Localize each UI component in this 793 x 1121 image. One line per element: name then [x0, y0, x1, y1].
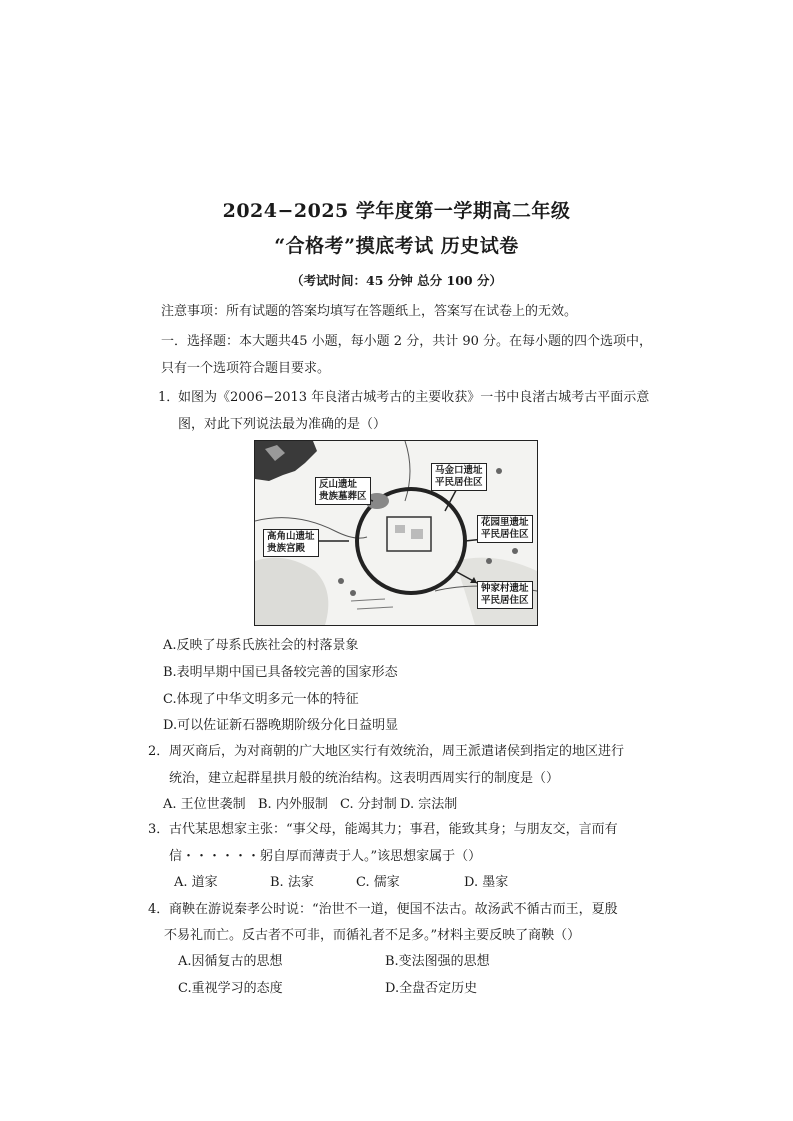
site-dot-2	[350, 590, 356, 596]
q2-stem-line1: 周灭商后，为对商朝的广大地区实行有效统治，周王派遣诸侯到指定的地区进行	[169, 744, 625, 759]
map-label-zhongjiacun	[477, 581, 533, 609]
exam-info: （考试时间：45 分钟 总分 100 分）	[291, 273, 502, 288]
q2-option-a: A. 王位世袭制	[163, 797, 246, 812]
q2-stem-line2: 统治，建立起群星拱月般的统治结构。这表明西周实行的制度是（）	[169, 771, 560, 786]
q3-option-a: A. 道家	[174, 875, 218, 890]
map-label-huayuanli	[477, 515, 533, 543]
q3-option-d: D. 墨家	[464, 875, 509, 890]
q1-option-c: C.体现了中华文明多元一体的特征	[163, 692, 359, 707]
q2-option-c: C. 分封制	[340, 797, 397, 812]
q3-number: 3．	[148, 822, 170, 837]
map-label-fanshan-site: 反山遗址	[319, 479, 358, 490]
exam-title-line1: 2024−2025 学年度第一学期高二年级	[222, 200, 571, 222]
river-north	[405, 441, 410, 501]
map-label-fanshan	[315, 477, 371, 505]
q2-option-d: D. 宗法制	[400, 797, 458, 812]
notice: 注意事项：所有试题的答案均填写在答题纸上，答案写在试卷上的无效。	[161, 304, 578, 319]
site-dot-4	[512, 548, 518, 554]
map-label-majinkou-area: 平民居住区	[435, 477, 483, 488]
q4-option-a: A.因循复古的思想	[178, 954, 283, 969]
map-label-zhongjiacun-area: 平民居住区	[481, 595, 529, 606]
q1-stem-line2: 图，对此下列说法最为准确的是（）	[178, 417, 387, 432]
terrain-lower-left	[255, 558, 328, 625]
q4-stem-line1: 商鞅在游说秦孝公时说：“治世不一道，便国不法古。故汤武不循古而王，夏殷	[169, 902, 618, 917]
q1-number: 1．	[158, 390, 180, 405]
site-dot-1	[338, 578, 344, 584]
inset-region	[255, 441, 317, 481]
palace-block-1	[395, 525, 405, 533]
q4-option-d: D.全盘否定历史	[385, 981, 478, 996]
q1-stem-line1: 如图为《2006−2013 年良渚古城考古的主要收获》一书中良渚古城考古平面示意	[178, 390, 650, 405]
q3-option-b: B. 法家	[270, 875, 314, 890]
map-label-huayuanli-site: 花园里遗址	[481, 517, 529, 528]
q2-option-b: B. 内外服制	[258, 797, 328, 812]
map-label-huayuanli-area: 平民居住区	[481, 529, 529, 540]
map-label-gaojiaoshan-area: 贵族宫殿	[267, 543, 306, 554]
map-label-zhongjiacun-site: 钟家村遗址	[481, 583, 529, 594]
q2-number: 2．	[148, 744, 170, 759]
inner-palace	[387, 517, 431, 551]
q3-stem-line1: 古代某思想家主张：“事父母，能竭其力；事君，能致其身；与朋友交，言而有	[169, 822, 618, 837]
q3-option-c: C. 儒家	[356, 875, 400, 890]
map-label-majinkou	[431, 463, 487, 491]
q4-stem-line2: 不易礼而亡。反古者不可非，而循礼者不足多。”材料主要反映了商鞅（）	[164, 928, 581, 943]
q1-option-a: A.反映了母系氏族社会的村落景象	[163, 638, 359, 653]
section-instruction-line1: 一．选择题：本大题共45 小题，每小题 2 分，共计 90 分。在每小题的四个选项中，	[161, 334, 653, 349]
q4-option-b: B.变法图强的思想	[385, 954, 490, 969]
map-label-fanshan-area: 贵族墓葬区	[319, 491, 367, 502]
map-label-majinkou-site: 马金口遗址	[435, 465, 483, 476]
q4-number: 4．	[148, 902, 170, 917]
dam-lines	[351, 599, 393, 609]
site-dot-5	[486, 558, 492, 564]
liangzhu-city-map	[254, 440, 538, 626]
site-dot-3	[496, 468, 502, 474]
q4-option-c: C.重视学习的态度	[178, 981, 283, 996]
q1-option-b: B.表明早期中国已具备较完善的国家形态	[163, 665, 398, 680]
map-label-gaojiaoshan	[263, 529, 319, 557]
q1-option-d: D.可以佐证新石器晚期阶级分化日益明显	[163, 718, 399, 733]
map-label-gaojiaoshan-site: 高角山遗址	[267, 531, 315, 542]
exam-title-line2: “合格考”摸底考试 历史试卷	[274, 235, 519, 257]
q3-stem-line2: 信・・・・・・躬自厚而薄责于人。”该思想家属于（）	[169, 849, 482, 864]
palace-block-2	[411, 529, 423, 539]
section-instruction-line2: 只有一个选项符合题目要求。	[161, 361, 331, 376]
